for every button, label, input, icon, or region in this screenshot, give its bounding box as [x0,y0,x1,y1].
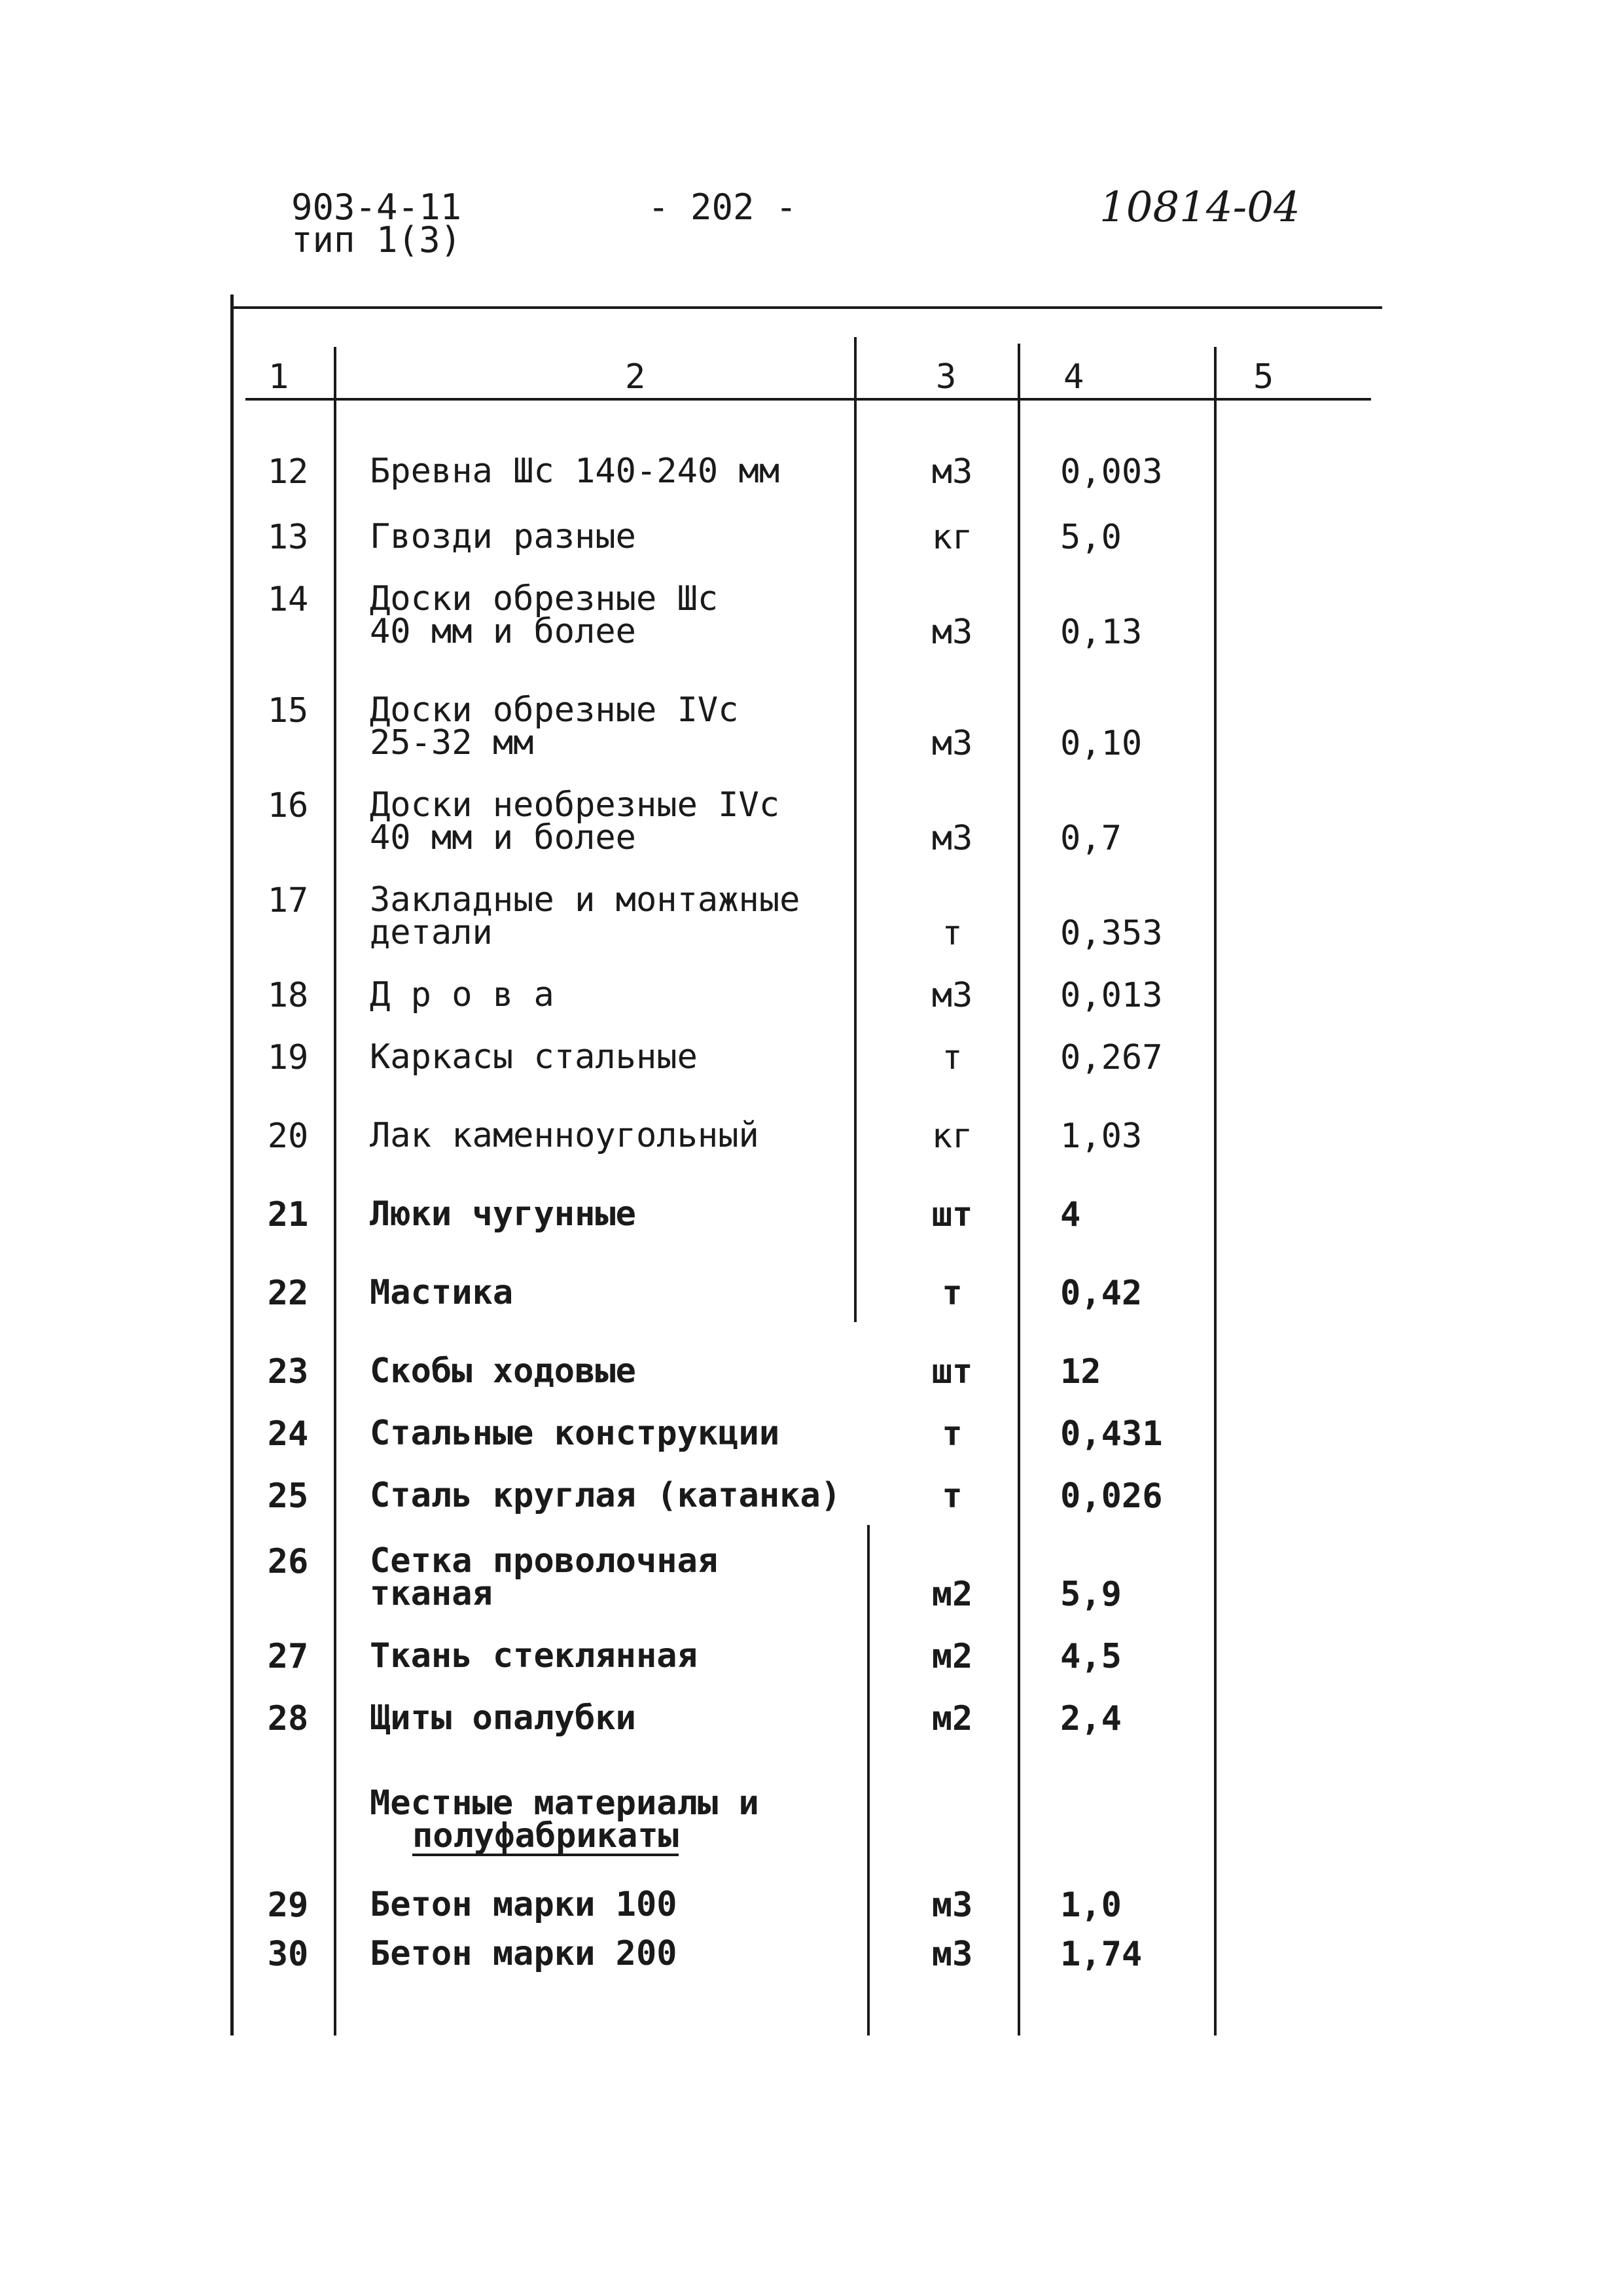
quantity: 0,003 [1060,452,1163,492]
quantity: 0,7 [1060,819,1122,858]
material-name: Каркасы стальные [370,1037,698,1077]
quantity: 0,431 [1060,1414,1163,1454]
row-number: 20 [267,1117,309,1156]
quantity: 1,0 [1060,1886,1122,1925]
quantity: 0,13 [1060,613,1143,652]
column-divider-3 [1018,344,1020,2036]
quantity: 0,10 [1060,724,1143,763]
material-name: Щиты опалубки [370,1698,636,1738]
row-number: 28 [267,1699,309,1738]
unit-of-measure: т [942,1038,963,1077]
quantity: 0,267 [1060,1038,1163,1077]
unit-of-measure: т [942,914,963,953]
unit-of-measure: кг [931,518,973,557]
row-number: 25 [267,1477,309,1516]
table-top-border [230,306,1382,309]
row-number: 27 [267,1637,309,1676]
quantity: 0,353 [1060,914,1163,953]
material-name: Бетон марки 200 [370,1934,677,1973]
column-header-5: 5 [1253,357,1274,397]
quantity: 0,42 [1060,1274,1143,1313]
column-header-1: 1 [268,357,289,397]
material-name: Д р о в а [370,975,554,1014]
row-number: 16 [267,786,309,825]
unit-of-measure: м3 [931,724,973,763]
quantity: 2,4 [1060,1699,1122,1738]
material-name: Закладные и монтажные детали [370,880,800,952]
quantity: 5,9 [1060,1575,1122,1614]
page-number: - 202 - [648,187,797,228]
row-number: 26 [267,1542,309,1581]
material-name: Мастика [370,1273,514,1312]
section-title: Местные материалы и [370,1784,759,1823]
row-number: 22 [267,1274,309,1313]
material-name: Стальные конструкции [370,1414,780,1453]
row-number: 15 [267,691,309,730]
row-number: 13 [267,518,309,557]
unit-of-measure: м2 [931,1575,973,1614]
quantity: 1,74 [1060,1935,1143,1974]
quantity: 12 [1060,1352,1101,1391]
material-name: Бетон марки 100 [370,1885,677,1924]
quantity: 4 [1060,1195,1081,1234]
table-left-border [230,295,234,2036]
quantity: 0,013 [1060,976,1163,1015]
material-name: Сетка проволочная тканая [370,1541,719,1613]
quantity: 4,5 [1060,1637,1122,1676]
unit-of-measure: т [942,1477,963,1516]
unit-of-measure: кг [931,1117,973,1156]
material-name: Доски обрезные Шс 40 мм и более [370,579,719,651]
quantity: 0,026 [1060,1477,1163,1516]
row-number: 18 [267,976,309,1015]
material-name: Сталь круглая (катанка) [370,1476,842,1515]
material-name: Доски обрезные IVс 25-32 мм [370,691,739,762]
unit-of-measure: шт [931,1352,973,1391]
column-divider-4 [1214,347,1217,2036]
unit-of-measure: м3 [931,613,973,652]
unit-of-measure: т [942,1274,963,1313]
unit-of-measure: м3 [931,452,973,492]
column-header-2: 2 [625,357,646,397]
row-number: 19 [267,1038,309,1077]
unit-of-measure: м3 [931,976,973,1015]
quantity: 5,0 [1060,518,1122,557]
unit-of-measure: м3 [931,819,973,858]
material-name: Люки чугунные [370,1194,636,1234]
material-name: Скобы ходовые [370,1352,636,1391]
unit-of-measure: м3 [931,1886,973,1925]
row-number: 21 [267,1195,309,1234]
row-number: 17 [267,881,309,920]
unit-of-measure: м2 [931,1699,973,1738]
column-divider-2b [867,1525,870,2036]
row-number: 24 [267,1414,309,1454]
row-number: 29 [267,1886,309,1925]
column-header-4: 4 [1063,357,1084,397]
material-name: Доски необрезные IVс 40 мм и более [370,785,780,857]
unit-of-measure: м3 [931,1935,973,1974]
row-number: 12 [267,452,309,492]
row-number: 30 [267,1935,309,1974]
unit-of-measure: шт [931,1195,973,1234]
column-divider-2a [854,337,857,1322]
material-name: Ткань стеклянная [370,1636,698,1676]
material-name: Гвозди разные [370,517,636,556]
unit-of-measure: т [942,1414,963,1454]
quantity: 1,03 [1060,1117,1143,1156]
row-number: 23 [267,1352,309,1391]
material-name: Лак каменноугольный [370,1116,759,1155]
document-type: тип 1(3) [291,219,462,260]
unit-of-measure: м2 [931,1637,973,1676]
section-title-continued: полуфабрикаты [412,1816,679,1856]
inventory-number: 10814-04 [1099,183,1300,232]
material-name: Бревна Шс 140-240 мм [370,452,780,491]
document-code: 903-4-11 [291,187,462,228]
row-number: 14 [267,580,309,619]
column-header-3: 3 [936,357,957,397]
header-bottom-rule [245,398,1371,401]
